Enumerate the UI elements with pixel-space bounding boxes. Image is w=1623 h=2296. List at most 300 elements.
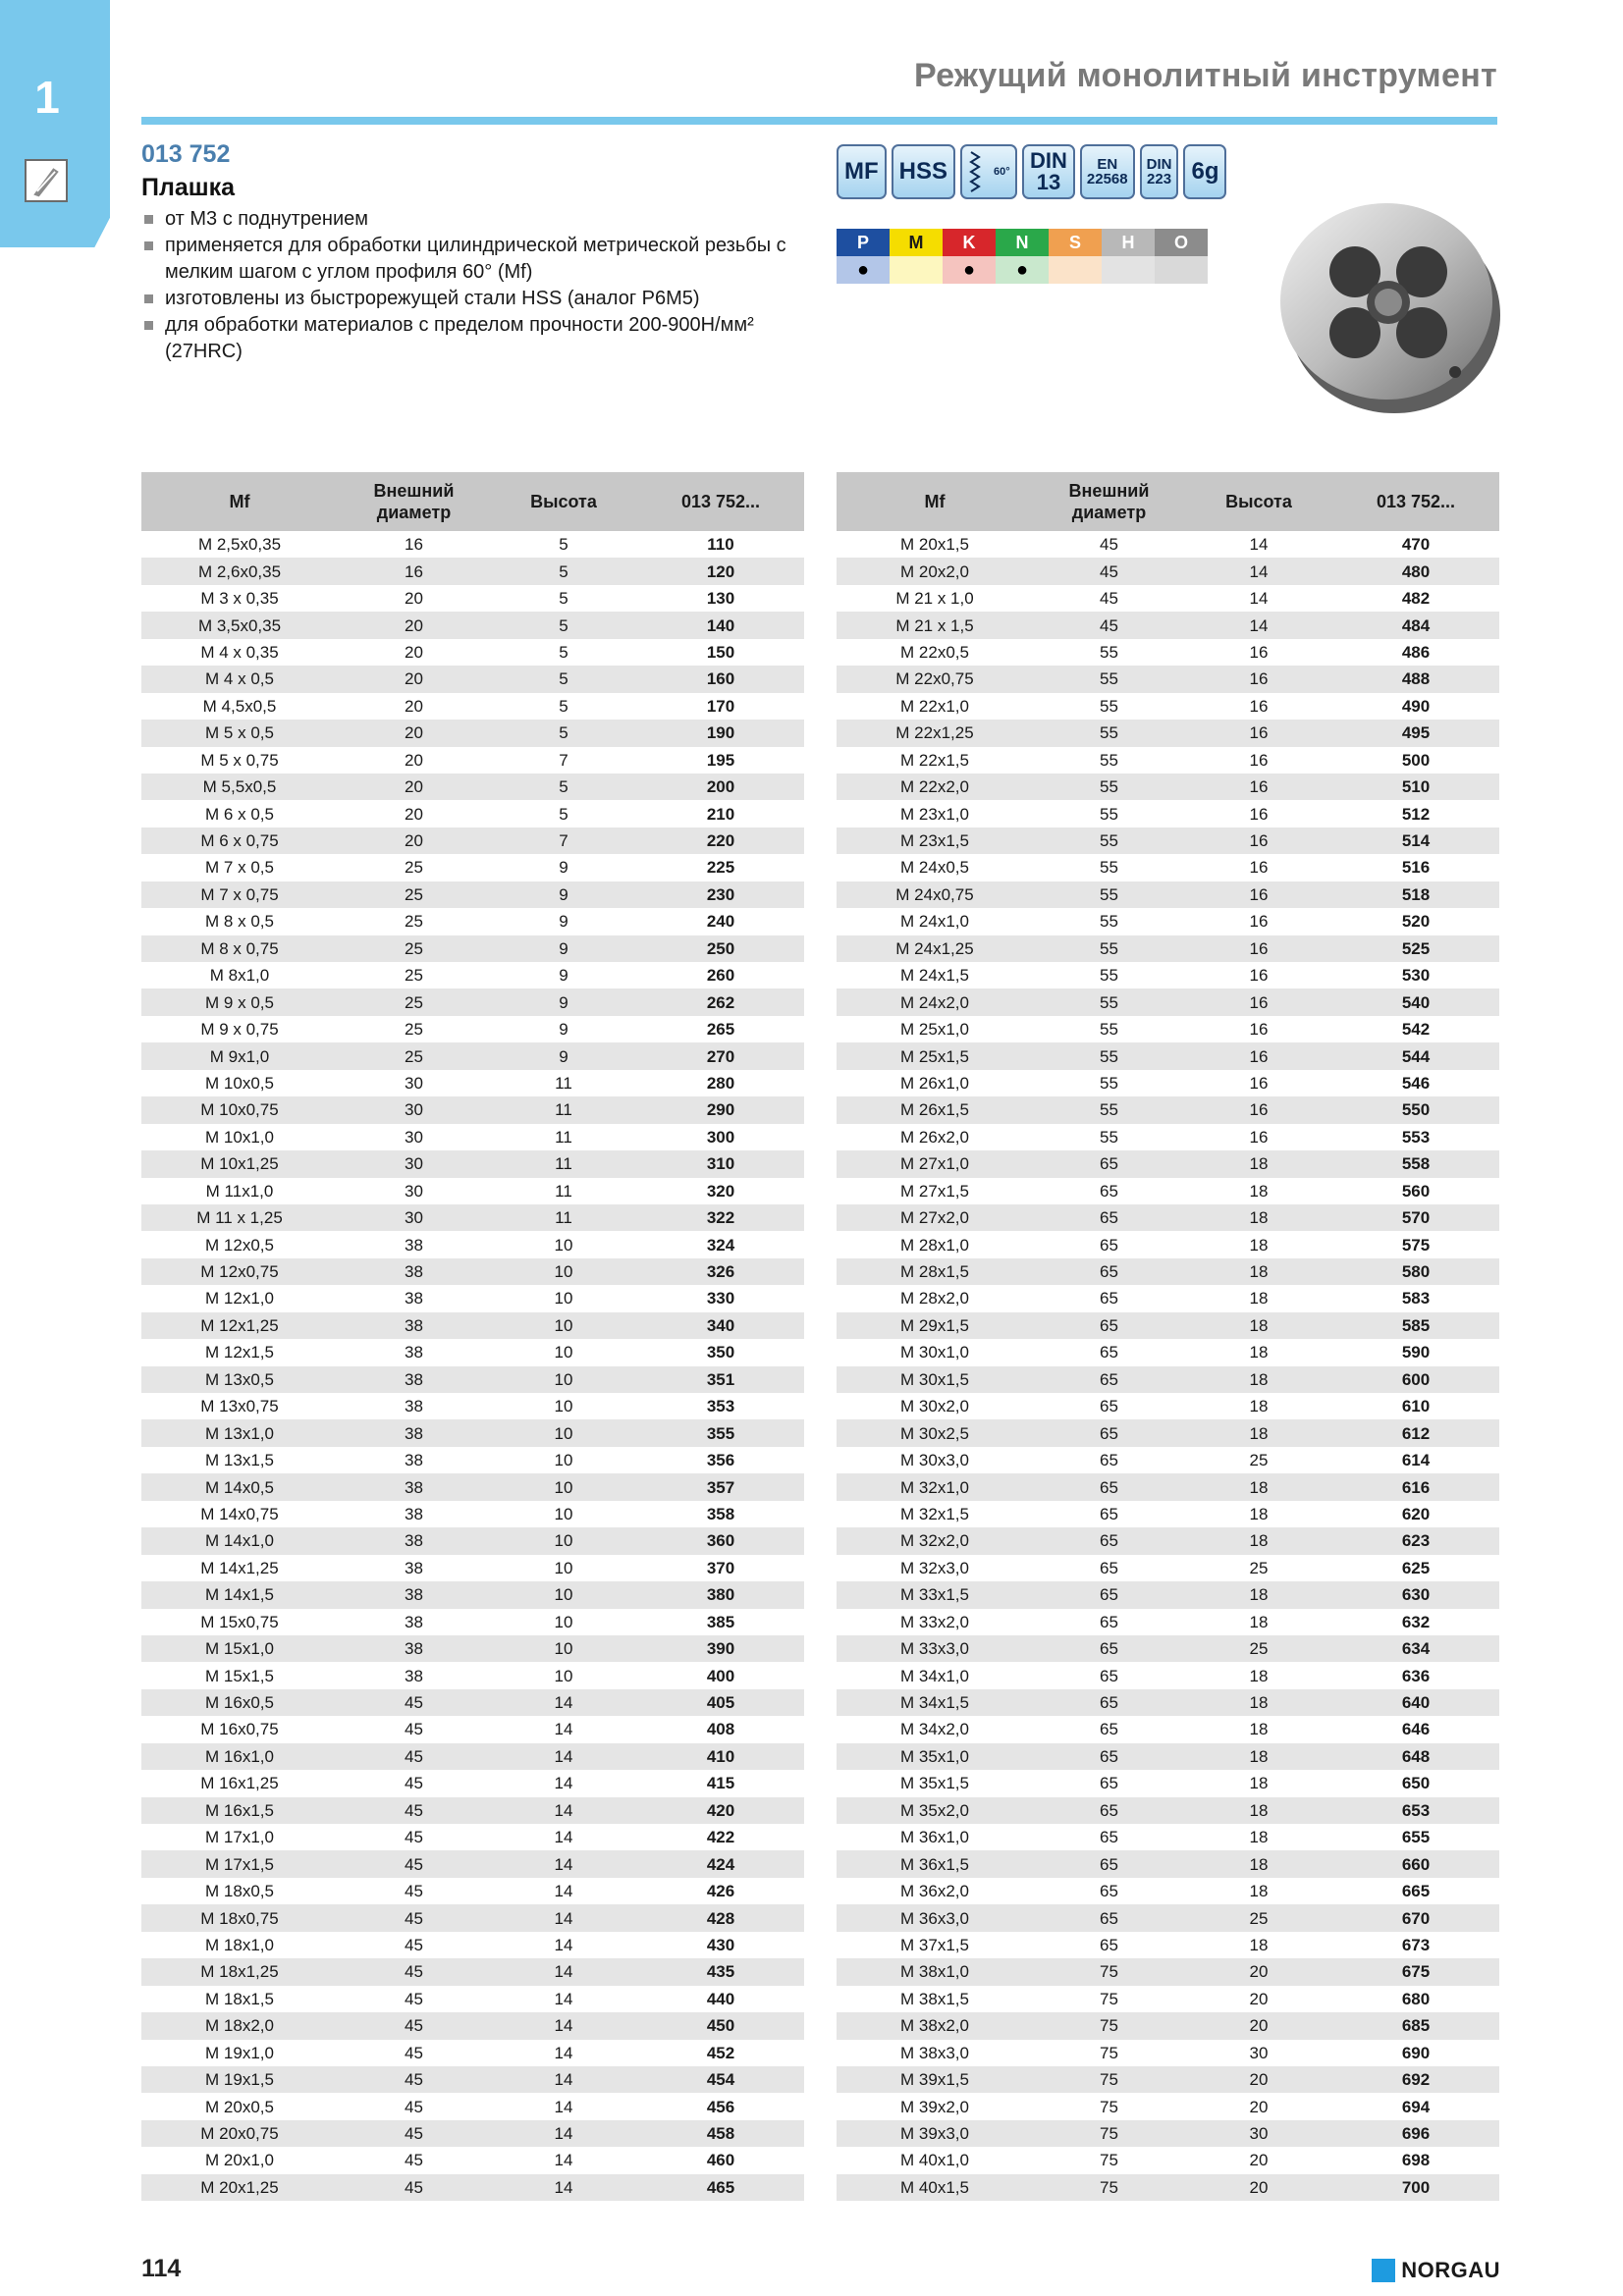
table-row — [837, 1555, 1499, 1581]
cell-height: 10 — [554, 1666, 573, 1685]
cell-code: 646 — [1401, 1720, 1431, 1739]
cell-code: 690 — [1401, 2043, 1431, 2062]
table-row — [837, 1878, 1499, 1904]
cell-code: 430 — [706, 1935, 735, 1954]
feature-item: для обработки материалов с пределом прочности 200-900Н/мм² (27HRC) — [141, 312, 809, 365]
table-row — [837, 1986, 1499, 2012]
cell-mf: M 12x1,5 — [205, 1343, 274, 1362]
table-row — [837, 1258, 1499, 1285]
cell-outer-diameter: 55 — [1100, 804, 1118, 824]
table-row — [141, 1824, 804, 1850]
cell-mf: M 4 x 0,5 — [141, 666, 338, 692]
cell-height: 10 — [490, 1635, 637, 1662]
cell-mf: M 26x1,5 — [837, 1096, 1033, 1123]
cell-mf: M 36x1,5 — [837, 1850, 1033, 1877]
mf-badge: MF — [837, 144, 887, 199]
cell-outer-diameter: 55 — [1033, 1096, 1185, 1123]
cell-code: 405 — [637, 1689, 804, 1716]
cell-code: 408 — [706, 1720, 735, 1739]
cell-outer-diameter: 65 — [1033, 1258, 1185, 1285]
table-row — [141, 747, 804, 774]
cell-code: 518 — [1332, 881, 1499, 908]
brand-logo — [1372, 2258, 1500, 2283]
cell-code: 440 — [706, 1989, 735, 2008]
cell-outer-diameter: 25 — [405, 1020, 423, 1040]
table-row — [141, 1878, 804, 1904]
table-row — [837, 693, 1499, 720]
cell-outer-diameter: 45 — [338, 2066, 490, 2093]
cell-code: 700 — [1332, 2174, 1499, 2201]
table-row — [141, 1285, 804, 1311]
cell-code: 160 — [637, 666, 804, 692]
product-code: 013 752 — [141, 140, 231, 168]
table-row — [141, 908, 804, 934]
cell-outer-diameter: 55 — [1100, 1127, 1118, 1147]
cell-mf: M 34x1,5 — [837, 1689, 1033, 1716]
table-row — [837, 585, 1499, 612]
material-code-n: N — [996, 229, 1049, 256]
table-row — [837, 774, 1499, 800]
cell-height: 18 — [1185, 1419, 1332, 1446]
table-row — [837, 1932, 1499, 1958]
cell-height: 14 — [1185, 558, 1332, 584]
cell-mf: M 35x1,0 — [837, 1743, 1033, 1770]
cell-mf: M 22x0,75 — [837, 666, 1033, 692]
cell-code: 454 — [637, 2066, 804, 2093]
table-row — [837, 1016, 1499, 1042]
cell-height: 18 — [1185, 1689, 1332, 1716]
cell-outer-diameter: 55 — [1100, 696, 1118, 716]
cell-height: 18 — [1249, 1935, 1269, 1954]
cell-mf: M 13x1,0 — [141, 1419, 338, 1446]
cell-mf: M 20x2,0 — [837, 558, 1033, 584]
cell-height: 16 — [1249, 966, 1269, 986]
cell-outer-diameter: 65 — [1100, 1289, 1118, 1308]
chapter-tab — [0, 0, 110, 247]
cell-code: 544 — [1332, 1042, 1499, 1069]
cell-height: 16 — [1185, 774, 1332, 800]
cell-mf: M 18x1,25 — [141, 1958, 338, 1985]
product-name: Плашка — [141, 174, 236, 201]
cell-mf: M 33x1,5 — [837, 1581, 1033, 1608]
cell-height: 10 — [490, 1419, 637, 1446]
cell-outer-diameter: 65 — [1033, 1419, 1185, 1446]
table-row — [837, 1070, 1499, 1096]
cell-outer-diameter: 65 — [1033, 1366, 1185, 1393]
cell-height: 5 — [490, 558, 637, 584]
cell-outer-diameter: 55 — [1033, 774, 1185, 800]
cell-height: 9 — [559, 966, 568, 986]
cell-mf: M 32x1,5 — [900, 1504, 969, 1523]
cell-code: 120 — [637, 558, 804, 584]
table-row — [141, 1178, 804, 1204]
cell-mf: M 39x2,0 — [900, 2097, 969, 2116]
cell-outer-diameter: 55 — [1100, 1020, 1118, 1040]
table-row — [141, 800, 804, 827]
cell-code: 685 — [1332, 2012, 1499, 2039]
material-mark-s — [1049, 256, 1102, 284]
cell-code: 610 — [1401, 1397, 1431, 1416]
cell-mf: M 15x0,75 — [200, 1612, 279, 1631]
table-row — [837, 1339, 1499, 1365]
cell-height: 30 — [1185, 2120, 1332, 2147]
cell-outer-diameter: 45 — [1100, 589, 1118, 609]
cell-outer-diameter: 45 — [338, 1797, 490, 1824]
cell-outer-diameter: 65 — [1100, 1235, 1118, 1255]
cell-mf: M 24x0,5 — [900, 858, 969, 878]
cell-code: 655 — [1401, 1828, 1431, 1847]
cell-mf: M 16x1,5 — [141, 1797, 338, 1824]
cell-height: 10 — [554, 1558, 573, 1577]
table-row — [837, 2147, 1499, 2173]
table-row — [141, 1447, 804, 1473]
cell-outer-diameter: 16 — [338, 558, 490, 584]
cell-outer-diameter: 75 — [1033, 2120, 1185, 2147]
cell-height: 18 — [1185, 1150, 1332, 1177]
sizes-table-right — [837, 472, 1499, 2201]
din13-top: DIN — [1030, 148, 1067, 173]
cell-mf: M 18x1,5 — [205, 1989, 274, 2008]
cell-height: 14 — [490, 1689, 637, 1716]
cell-outer-diameter: 20 — [405, 804, 423, 824]
section-title: Режущий монолитный инструмент — [914, 57, 1497, 94]
sizes-table-left — [141, 472, 804, 2201]
cell-code: 558 — [1332, 1150, 1499, 1177]
cell-height: 11 — [490, 1096, 637, 1123]
cell-height: 14 — [490, 2012, 637, 2039]
table-row — [837, 1285, 1499, 1311]
cell-height: 11 — [490, 1204, 637, 1231]
header-code: 013 752... — [637, 472, 804, 531]
cell-outer-diameter: 20 — [405, 750, 423, 770]
cell-mf: M 29x1,5 — [837, 1312, 1033, 1339]
cell-height: 9 — [559, 1020, 568, 1040]
cell-code: 560 — [1401, 1181, 1431, 1201]
cell-height: 14 — [490, 1797, 637, 1824]
cell-mf: M 16x1,25 — [200, 1774, 279, 1793]
cell-code: 410 — [637, 1743, 804, 1770]
cell-outer-diameter: 55 — [1100, 642, 1118, 662]
cell-height: 20 — [1185, 2174, 1332, 2201]
cell-height: 11 — [490, 1150, 637, 1177]
cell-code: 190 — [637, 720, 804, 746]
cell-outer-diameter: 65 — [1100, 1504, 1118, 1523]
table-row — [837, 1635, 1499, 1662]
cell-code: 265 — [706, 1020, 735, 1040]
cell-height: 20 — [1249, 2097, 1269, 2116]
cell-outer-diameter: 38 — [338, 1312, 490, 1339]
cell-outer-diameter: 65 — [1033, 1635, 1185, 1662]
cell-height: 9 — [559, 858, 568, 878]
cell-mf: M 19x1,5 — [141, 2066, 338, 2093]
cell-code: 650 — [1401, 1774, 1431, 1793]
cell-height: 18 — [1249, 1343, 1269, 1362]
cell-height: 16 — [1249, 696, 1269, 716]
cell-mf: M 8 x 0,5 — [205, 912, 274, 932]
cell-outer-diameter: 45 — [338, 1689, 490, 1716]
drill-icon — [25, 159, 68, 202]
cell-code: 636 — [1401, 1666, 1431, 1685]
cell-height: 16 — [1185, 935, 1332, 962]
cell-code: 465 — [637, 2174, 804, 2201]
cell-code: 694 — [1401, 2097, 1431, 2116]
din13-badge — [1022, 144, 1075, 199]
thread-profile-icon — [967, 150, 983, 193]
cell-height: 14 — [1249, 535, 1269, 555]
cell-mf: M 14x1,5 — [141, 1581, 338, 1608]
cell-height: 16 — [1185, 881, 1332, 908]
table-row — [837, 1904, 1499, 1931]
cell-code: 357 — [637, 1473, 804, 1500]
feature-item: изготовлены из быстрорежущей стали HSS (аналог Р6М5) — [141, 286, 809, 312]
table-row — [141, 1609, 804, 1635]
cell-mf: M 15x1,0 — [141, 1635, 338, 1662]
cell-code: 330 — [706, 1289, 735, 1308]
cell-mf: M 18x0,5 — [205, 1882, 274, 1901]
cell-outer-diameter: 38 — [405, 1612, 423, 1631]
feature-item: от М3 с поднутрением — [141, 206, 809, 233]
cell-outer-diameter: 75 — [1100, 2097, 1118, 2116]
cell-code: 356 — [706, 1451, 735, 1470]
cell-mf: M 9 x 0,5 — [141, 988, 338, 1015]
material-mark-m — [890, 256, 943, 284]
cell-outer-diameter: 30 — [405, 1073, 423, 1093]
cell-mf: M 38x1,0 — [837, 1958, 1033, 1985]
table-row — [837, 531, 1499, 558]
cell-outer-diameter: 45 — [338, 2174, 490, 2201]
table-row — [837, 2174, 1499, 2201]
cell-height: 10 — [554, 1343, 573, 1362]
angle-label: 60° — [994, 165, 1010, 178]
cell-height: 14 — [490, 1850, 637, 1877]
thread-angle-badge — [960, 144, 1017, 199]
cell-mf: M 11x1,0 — [205, 1181, 274, 1201]
table-row — [837, 1419, 1499, 1446]
cell-outer-diameter: 16 — [405, 535, 423, 555]
cell-outer-diameter: 55 — [1100, 966, 1118, 986]
cell-height: 10 — [490, 1581, 637, 1608]
table-row — [141, 585, 804, 612]
cell-outer-diameter: 65 — [1033, 1904, 1185, 1931]
cell-height: 18 — [1185, 1473, 1332, 1500]
table-row — [837, 720, 1499, 746]
cell-outer-diameter: 45 — [1033, 558, 1185, 584]
table-row — [837, 2093, 1499, 2119]
cell-code: 150 — [706, 642, 735, 662]
cell-mf: M 2,5x0,35 — [197, 535, 282, 555]
cell-height: 14 — [554, 1935, 573, 1954]
cell-height: 5 — [490, 774, 637, 800]
cell-mf: M 23x1,0 — [900, 804, 969, 824]
cell-mf: M 26x1,0 — [900, 1073, 969, 1093]
cell-height: 25 — [1249, 1558, 1269, 1577]
cell-code: 415 — [706, 1774, 735, 1793]
cell-height: 16 — [1249, 912, 1269, 932]
cell-code: 550 — [1332, 1096, 1499, 1123]
material-mark-o — [1155, 256, 1208, 284]
cell-height: 14 — [490, 1904, 637, 1931]
cell-mf: M 18x2,0 — [141, 2012, 338, 2039]
table-row — [837, 1824, 1499, 1850]
table-row — [141, 1958, 804, 1985]
cell-mf: M 30x2,0 — [900, 1397, 969, 1416]
cell-code: 326 — [637, 1258, 804, 1285]
cell-outer-diameter: 55 — [1033, 881, 1185, 908]
cell-code: 262 — [637, 988, 804, 1015]
cell-mf: M 22x1,25 — [837, 720, 1033, 746]
table-row — [837, 988, 1499, 1015]
cell-outer-diameter: 65 — [1033, 1689, 1185, 1716]
cell-height: 11 — [555, 1073, 572, 1093]
cell-code: 696 — [1332, 2120, 1499, 2147]
cell-outer-diameter: 25 — [405, 858, 423, 878]
cell-code: 195 — [706, 750, 735, 770]
cell-code: 525 — [1332, 935, 1499, 962]
cell-code: 575 — [1401, 1235, 1431, 1255]
cell-mf: M 36x3,0 — [837, 1904, 1033, 1931]
cell-mf: M 23x1,5 — [837, 828, 1033, 854]
header-mf: Mf — [837, 472, 1033, 531]
cell-code: 623 — [1332, 1527, 1499, 1554]
cell-mf: M 12x1,25 — [141, 1312, 338, 1339]
table-row — [837, 1473, 1499, 1500]
cell-code: 420 — [637, 1797, 804, 1824]
cell-outer-diameter: 45 — [405, 1720, 423, 1739]
cell-mf: M 20x1,0 — [205, 2151, 274, 2170]
table-row — [837, 2066, 1499, 2093]
cell-height: 18 — [1249, 1720, 1269, 1739]
cell-height: 16 — [1185, 828, 1332, 854]
table-row — [141, 1635, 804, 1662]
cell-outer-diameter: 38 — [338, 1366, 490, 1393]
cell-code: 660 — [1332, 1850, 1499, 1877]
cell-outer-diameter: 55 — [1033, 1042, 1185, 1069]
cell-code: 490 — [1401, 696, 1431, 716]
cell-mf: M 32x2,0 — [837, 1527, 1033, 1554]
table-row — [141, 1016, 804, 1042]
cell-code: 424 — [637, 1850, 804, 1877]
cell-code: 625 — [1401, 1558, 1431, 1577]
din223-bottom: 223 — [1147, 171, 1172, 187]
cell-mf: M 7 x 0,75 — [141, 881, 338, 908]
table-row — [141, 1042, 804, 1069]
table-row — [141, 1527, 804, 1554]
table-row — [141, 666, 804, 692]
cell-mf: M 13x0,5 — [141, 1366, 338, 1393]
cell-mf: M 20x1,25 — [141, 2174, 338, 2201]
din13-bottom: 13 — [1036, 170, 1061, 194]
table-row — [141, 2174, 804, 2201]
cell-outer-diameter: 20 — [405, 589, 423, 609]
cell-mf: M 40x1,0 — [900, 2151, 969, 2170]
table-row — [837, 2120, 1499, 2147]
cell-mf: M 33x2,0 — [900, 1612, 969, 1631]
cell-mf: M 14x1,25 — [200, 1558, 279, 1577]
cell-height: 18 — [1249, 1181, 1269, 1201]
material-mark-p: ● — [837, 256, 890, 284]
cell-code: 530 — [1401, 966, 1431, 986]
cell-mf: M 38x2,0 — [837, 2012, 1033, 2039]
table-row — [837, 854, 1499, 881]
cell-height: 5 — [559, 535, 568, 555]
cell-outer-diameter: 45 — [1033, 612, 1185, 638]
cell-mf: M 32x1,0 — [837, 1473, 1033, 1500]
cell-mf: M 12x1,0 — [205, 1289, 274, 1308]
table-row — [141, 828, 804, 854]
cell-outer-diameter: 25 — [338, 988, 490, 1015]
cell-outer-diameter: 45 — [405, 2043, 423, 2062]
material-group-table — [837, 229, 1208, 284]
cell-outer-diameter: 65 — [1100, 1666, 1118, 1685]
cell-outer-diameter: 65 — [1100, 1397, 1118, 1416]
cell-mf: M 3,5x0,35 — [141, 612, 338, 638]
cell-code: 225 — [706, 858, 735, 878]
cell-outer-diameter: 75 — [1100, 2043, 1118, 2062]
cell-outer-diameter: 65 — [1033, 1797, 1185, 1824]
cell-mf: M 16x0,75 — [200, 1720, 279, 1739]
header-outer-diameter: Внешний диаметр — [1033, 472, 1185, 531]
cell-mf: M 14x0,75 — [200, 1504, 279, 1523]
cell-code: 320 — [706, 1181, 735, 1201]
cell-outer-diameter: 45 — [338, 1904, 490, 1931]
table-row — [141, 2040, 804, 2066]
cell-outer-diameter: 25 — [405, 966, 423, 986]
cell-code: 570 — [1332, 1204, 1499, 1231]
table-row — [141, 612, 804, 638]
cell-mf: M 24x1,0 — [900, 912, 969, 932]
cell-mf: M 20x0,75 — [141, 2120, 338, 2147]
material-mark-n: ● — [996, 256, 1049, 284]
cell-outer-diameter: 55 — [1100, 1073, 1118, 1093]
cell-mf: M 4,5x0,5 — [202, 696, 277, 716]
cell-height: 14 — [554, 2151, 573, 2170]
cell-code: 630 — [1332, 1581, 1499, 1608]
cell-outer-diameter: 65 — [1033, 1527, 1185, 1554]
cell-outer-diameter: 38 — [405, 1289, 423, 1308]
cell-height: 16 — [1249, 1073, 1269, 1093]
cell-mf: M 28x1,0 — [900, 1235, 969, 1255]
table-row — [141, 1555, 804, 1581]
cell-outer-diameter: 45 — [338, 1743, 490, 1770]
table-row — [141, 1096, 804, 1123]
cell-mf: M 15x1,5 — [205, 1666, 274, 1685]
table-row — [141, 1366, 804, 1393]
cell-mf: M 10x0,5 — [205, 1073, 274, 1093]
cell-outer-diameter: 55 — [1033, 988, 1185, 1015]
table-row — [141, 2066, 804, 2093]
cell-mf: M 30x3,0 — [900, 1451, 969, 1470]
cell-outer-diameter: 65 — [1100, 1451, 1118, 1470]
cell-outer-diameter: 45 — [405, 1828, 423, 1847]
page-number: 114 — [141, 2255, 182, 2282]
cell-code: 220 — [637, 828, 804, 854]
cell-height: 18 — [1185, 1366, 1332, 1393]
cell-mf: M 12x0,75 — [141, 1258, 338, 1285]
header-height: Высота — [490, 472, 637, 531]
table-row — [837, 800, 1499, 827]
cell-code: 428 — [637, 1904, 804, 1931]
cell-mf: M 20x0,5 — [205, 2097, 274, 2116]
table-row — [837, 1178, 1499, 1204]
cell-mf: M 16x0,5 — [141, 1689, 338, 1716]
cell-height: 9 — [559, 912, 568, 932]
cell-height: 14 — [554, 1720, 573, 1739]
table-row — [837, 558, 1499, 584]
table-row — [837, 2040, 1499, 2066]
cell-outer-diameter: 65 — [1100, 1720, 1118, 1739]
cell-height: 16 — [1249, 1127, 1269, 1147]
die-product-image — [1272, 191, 1504, 419]
